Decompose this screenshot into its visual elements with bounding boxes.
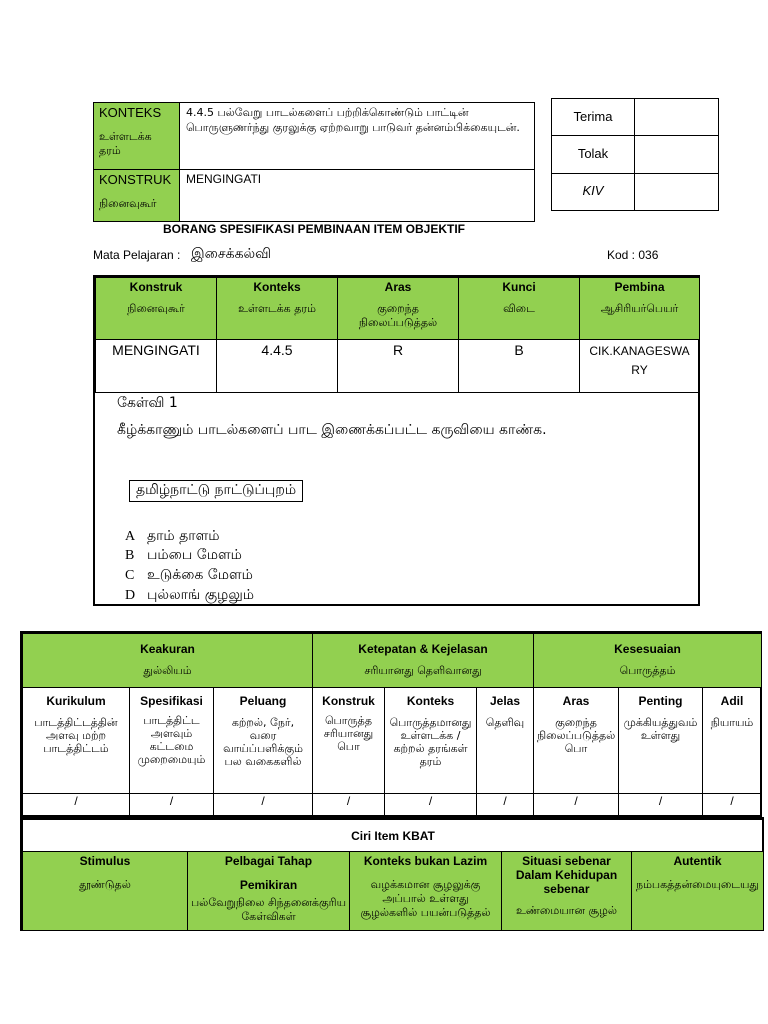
spec-header-kunci: Kunci விடை xyxy=(458,277,580,340)
spec-value-pembina: CIK.KANAGESWARY xyxy=(579,339,700,393)
col-penting: Penting முக்கியத்துவம் உள்ளது xyxy=(618,687,703,794)
col-konstruk: Konstruk பொருத்த சரியானது பொ xyxy=(312,687,385,794)
spec-value-konstruk: MENGINGATI xyxy=(95,339,217,393)
option-d[interactable]: D புல்லாங் குழலும் xyxy=(125,587,255,603)
kbat-col-autentik: Autentik நம்பகத்தன்மையுடையது xyxy=(631,851,764,931)
spec-value-kunci: B xyxy=(458,339,580,393)
tolak-label-cell xyxy=(551,135,635,174)
konstruk-value-cell xyxy=(179,169,535,222)
kbat-title: Ciri Item KBAT xyxy=(22,819,764,852)
col-adil: Adil நியாயம் xyxy=(702,687,762,794)
mark-peluang[interactable]: / xyxy=(213,793,313,817)
kbat-col-stimulus: Stimulus தூண்டுதல் xyxy=(22,851,188,931)
group-kesesuaian: Kesesuaian பொருத்தம் xyxy=(533,633,762,688)
terima-checkbox[interactable] xyxy=(634,98,719,136)
spec-header-konstruk: Konstruk நினைவுகூர் xyxy=(95,277,217,340)
option-a[interactable]: A தாம் தாளம் xyxy=(125,528,220,544)
spec-header-pembina: Pembina ஆசிரியர்பெயர் xyxy=(579,277,700,340)
kbat-table xyxy=(20,817,764,931)
mark-penting[interactable]: / xyxy=(618,793,703,817)
kiv-label-cell xyxy=(551,173,635,211)
konteks-label-cell xyxy=(93,102,180,170)
col-jelas: Jelas தெளிவு xyxy=(476,687,534,794)
konteks-value-cell xyxy=(179,102,535,170)
spec-header-konteks: Konteks உள்ளடக்க தரம் xyxy=(216,277,338,340)
spec-value-konteks: 4.4.5 xyxy=(216,339,338,393)
col-aras: Aras குறைந்த நிலைப்படுத்தல் பொ xyxy=(533,687,619,794)
kiv-label: KIV xyxy=(582,183,604,198)
konteks-value: 4.4.5 பல்வேறு பாடல்களைப் பற்றிக்கொண்டும் பாட்டின் பொருளுணர்ந்து குரலுக்கு ஏற்றவாறு பாடுவர் தன்னம்பிக்கையுடன். xyxy=(186,106,520,134)
form-title: BORANG SPESIFIKASI PEMBINAAN ITEM OBJEKTIF xyxy=(162,222,466,236)
mark-kurikulum[interactable]: / xyxy=(22,793,130,817)
option-b[interactable]: B பம்பை மேளம் xyxy=(125,547,242,563)
konstruk-label: KONSTRUK xyxy=(99,172,172,187)
mark-konteks[interactable]: / xyxy=(384,793,477,817)
spec-value-aras: R xyxy=(337,339,459,393)
col-spesifikasi: Spesifikasi பாடத்திட்ட அளவும் கட்டமை முறைமையும் xyxy=(129,687,214,794)
group-keakuran: Keakuran துல்லியம் xyxy=(22,633,313,688)
mark-aras[interactable]: / xyxy=(533,793,619,817)
review-table xyxy=(20,631,762,817)
question-boxed-text: தமிழ்நாட்டு நாட்டுப்புறம் xyxy=(129,480,303,502)
option-c[interactable]: C உடுக்கை மேளம் xyxy=(125,567,253,583)
konstruk-label-tamil: நினைவுகூர் xyxy=(99,197,157,210)
spec-header-aras: Aras குறைந்த நிலைப்படுத்தல் xyxy=(337,277,459,340)
spec-table xyxy=(93,275,700,606)
konteks-label-tamil: உள்ளடக்க தரம் xyxy=(99,130,152,157)
tolak-label: Tolak xyxy=(577,146,609,161)
konstruk-label-cell xyxy=(93,169,180,222)
mark-jelas[interactable]: / xyxy=(476,793,534,817)
terima-label: Terima xyxy=(573,109,613,124)
kbat-col-konteks: Konteks bukan Lazim வழக்கமான சூழலுக்கு அப்பால் உள்ளது சூழல்களில் பயன்படுத்தல் xyxy=(349,851,502,931)
col-konteks: Konteks பொருத்தமானது உள்ளடக்க / கற்றல் தரங்கள் தரம் xyxy=(384,687,477,794)
question-text: கீழ்க்காணும் பாடல்களைப் பாட இணைக்கப்பட்ட கருவியை காண்க. xyxy=(117,422,547,438)
kbat-col-pelbagai: Pelbagai Tahap Pemikiran பல்வேறுநிலை சிந்தனைக்குரிய கேள்விகள் xyxy=(187,851,350,931)
terima-label-cell xyxy=(551,98,635,136)
kbat-col-situasi: Situasi sebenar Dalam Kehidupan sebenar உண்மையான சூழல் xyxy=(501,851,632,931)
mata-pelajaran-value: இசைக்கல்வி xyxy=(191,246,272,262)
konteks-label: KONTEKS xyxy=(99,105,162,120)
group-ketepatan: Ketepatan & Kejelasan சரியானது தெளிவானது xyxy=(312,633,534,688)
kod-label: Kod : 036 xyxy=(607,248,659,262)
kiv-checkbox[interactable] xyxy=(634,173,719,211)
mark-konstruk[interactable]: / xyxy=(312,793,385,817)
col-kurikulum: Kurikulum பாடத்திட்டத்தின் அளவு மற்ற பாடத்திட்டம் xyxy=(22,687,130,794)
tolak-checkbox[interactable] xyxy=(634,135,719,174)
mark-spesifikasi[interactable]: / xyxy=(129,793,214,817)
mark-adil[interactable]: / xyxy=(702,793,762,817)
question-label: கேள்வி 1 xyxy=(117,395,178,411)
col-peluang: Peluang கற்றல், நேர், வரை வாய்ப்பளிக்கும் பல வகைகளில் xyxy=(213,687,313,794)
mata-pelajaran-label: Mata Pelajaran : xyxy=(93,248,181,262)
konstruk-value: MENGINGATI xyxy=(186,172,262,186)
